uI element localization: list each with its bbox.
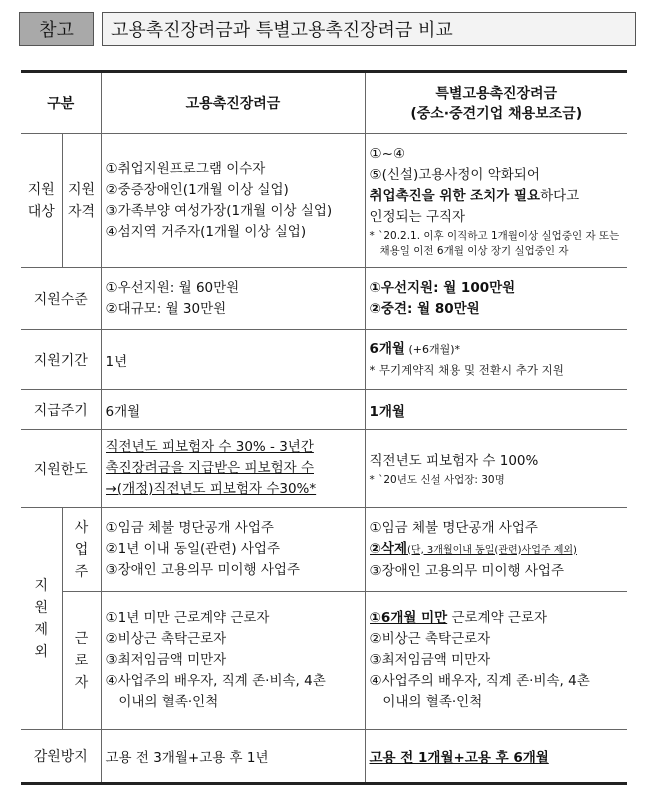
limit-regular: 직전년도 피보험자 수 30% - 3년간 촉진장려금을 지급받은 피보험자 수 →(개정)직전년도 피보험자 수30%* — [101, 430, 365, 508]
label-employer: 사 업 주 — [62, 508, 101, 592]
period-special: 6개월 (+6개월)* * 무기계약직 채용 및 전환시 추가 지원 — [365, 330, 627, 390]
row-exclusion-worker — [21, 592, 627, 730]
employer-regular: ①임금 체불 명단공개 사업주 ②1년 이내 동일(관련) 사업주 ③장애인 고용의무 미이행 사업주 — [101, 508, 365, 592]
period-regular: 1년 — [101, 330, 365, 390]
target-regular: ①취업지원프로그램 이수자 ②중증장애인(1개월 이상 실업) ③가족부양 여성가장(1개월 이상 실업) ④섬지역 거주자(1개월 이상 실업) — [101, 134, 365, 268]
label-exclusion: 지 원 제 외 — [21, 508, 62, 730]
employer-special: ①임금 체불 명단공개 사업주 ②삭제(단, 3개월이내 동일(관련)사업주 제외) ③장애인 고용의무 미이행 사업주 — [365, 508, 627, 592]
header-category: 구분 — [21, 72, 101, 134]
label-qualification: 지원 자격 — [62, 134, 101, 268]
cycle-regular: 6개월 — [101, 390, 365, 430]
label-worker: 근 로 자 — [62, 592, 101, 730]
row-period: 지원기간 1년 6개월 (+6개월)* * 무기계약직 채용 및 전환시 추가 지원 — [21, 330, 627, 390]
header-regular: 고용촉진장려금 — [101, 72, 365, 134]
amount-regular: ①우선지원: 월 60만원 ②대규모: 월 30만원 — [101, 268, 365, 330]
row-cycle: 지급주기 6개월 1개월 — [21, 390, 627, 430]
worker-special: ①6개월 미만 근로계약 근로자 ②비상근 촉탁근로자 ③최저임금액 미만자 ④사업주의 배우자, 직계 존·비속, 4촌 이내의 혈족·인척 — [365, 592, 627, 730]
label-target: 지원 대상 — [21, 134, 62, 268]
reduction-regular: 고용 전 3개월+고용 후 1년 — [101, 730, 365, 784]
header — [12, 8, 642, 52]
header-special: 특별고용촉진장려금 (중소·중견기업 채용보조금) — [365, 72, 627, 134]
reference-tag: 참고 — [19, 12, 94, 46]
cycle-special: 1개월 — [365, 390, 627, 430]
page-title: 고용촉진장려금과 특별고용촉진장려금 비교 — [102, 12, 636, 46]
row-target — [21, 134, 627, 268]
row-amount: 지원수준 ①우선지원: 월 60만원 ②대규모: 월 30만원 ①우선지원: 월 100만원 ②중견: 월 80만원 — [21, 268, 627, 330]
reduction-special: 고용 전 1개월+고용 후 6개월 — [365, 730, 627, 784]
limit-special: 직전년도 피보험자 수 100% * `20년도 신설 사업장: 30명 — [365, 430, 627, 508]
comparison-table — [21, 70, 627, 785]
row-exclusion-employer — [21, 508, 627, 592]
row-limit: 지원한도 직전년도 피보험자 수 30% - 3년간 촉진장려금을 지급받은 피보험자 수 →(개정)직전년도 피보험자 수30%* 직전년도 피보험자 수 100% * `20년도 신설 사업장: 30명 — [21, 430, 627, 508]
target-special: ①~④ ⑤(신설)고용사정이 악화되어 취업촉진을 위한 조치가 필요하다고 인정되는 구직자 * `20.2.1. 이후 이직하고 1개월이상 실업중인 자 또는 채용일 이전 6개월 이상 장기 실업중인 자 — [365, 134, 627, 268]
worker-regular: ①1년 미만 근로계약 근로자 ②비상근 촉탁근로자 ③최저임금액 미만자 ④사업주의 배우자, 직계 존·비속, 4촌 이내의 혈족·인척 — [101, 592, 365, 730]
amount-special: ①우선지원: 월 100만원 ②중견: 월 80만원 — [365, 268, 627, 330]
row-reduction: 감원방지 고용 전 3개월+고용 후 1년 고용 전 1개월+고용 후 6개월 — [21, 730, 627, 784]
